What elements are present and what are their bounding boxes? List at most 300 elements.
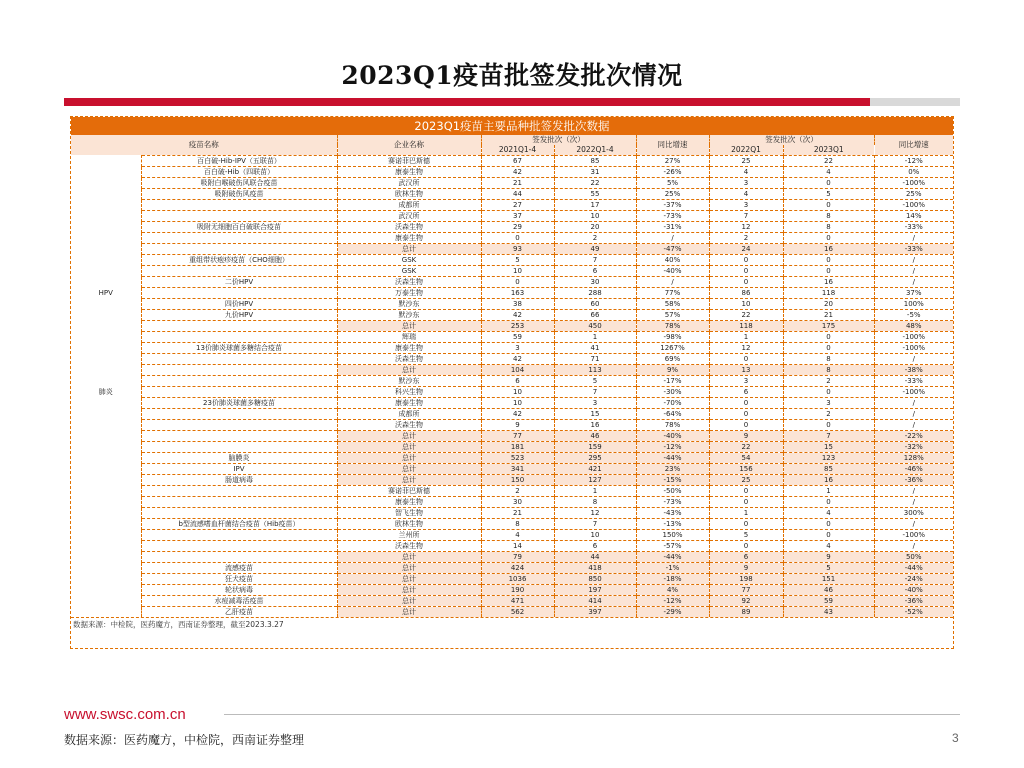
row-yoy-annual: -40% xyxy=(636,266,709,277)
row-value-2023q1: 0 xyxy=(783,178,874,189)
table-row xyxy=(71,420,953,431)
row-yoy-annual: 69% xyxy=(636,354,709,365)
table-row xyxy=(71,167,953,178)
table-row xyxy=(71,541,953,552)
row-vaccine-name xyxy=(141,266,337,277)
row-value-2022: 10 xyxy=(554,530,636,541)
header-yoy-2: 同比增速 xyxy=(874,135,953,156)
row-value-2022: 6 xyxy=(554,266,636,277)
row-category xyxy=(71,211,141,222)
row-yoy-annual: -43% xyxy=(636,508,709,519)
row-value-2021: 3 xyxy=(481,343,554,354)
row-category xyxy=(71,574,141,585)
table-row xyxy=(71,321,953,332)
row-enterprise: 总计 xyxy=(337,464,481,475)
row-value-2022: 66 xyxy=(554,310,636,321)
row-value-2022q1: 92 xyxy=(709,596,783,607)
row-value-2023q1: 0 xyxy=(783,200,874,211)
row-vaccine-name: 23价肺炎球菌多糖疫苗 xyxy=(141,398,337,409)
row-category xyxy=(71,486,141,497)
row-value-2022q1: 3 xyxy=(709,200,783,211)
row-value-2023q1: 2 xyxy=(783,376,874,387)
row-vaccine-name: 九价HPV xyxy=(141,310,337,321)
row-value-2023q1: 8 xyxy=(783,365,874,376)
row-value-2022: 85 xyxy=(554,156,636,167)
table-row xyxy=(71,552,953,563)
row-value-2022: 16 xyxy=(554,420,636,431)
row-value-2022q1: 1 xyxy=(709,332,783,343)
row-value-2022: 450 xyxy=(554,321,636,332)
row-value-2022: 20 xyxy=(554,222,636,233)
row-category xyxy=(71,453,141,464)
table-source-note: 数据来源：中检院，医药魔方，西南证券整理，截至2023.3.27 xyxy=(71,617,953,632)
row-value-2023q1: 123 xyxy=(783,453,874,464)
row-category xyxy=(71,519,141,530)
row-value-2023q1: 151 xyxy=(783,574,874,585)
row-enterprise: 总计 xyxy=(337,563,481,574)
row-value-2022q1: 25 xyxy=(709,475,783,486)
row-yoy-annual: -17% xyxy=(636,376,709,387)
row-vaccine-name: 肠道病毒 xyxy=(141,475,337,486)
row-yoy-annual: / xyxy=(636,277,709,288)
row-value-2023q1: 59 xyxy=(783,596,874,607)
row-vaccine-name: 水痘减毒活疫苗 xyxy=(141,596,337,607)
row-yoy-annual: 57% xyxy=(636,310,709,321)
row-yoy-annual: -37% xyxy=(636,200,709,211)
row-vaccine-name xyxy=(141,420,337,431)
row-yoy-annual: -1% xyxy=(636,563,709,574)
row-vaccine-name: 百白破-Hib（四联苗） xyxy=(141,167,337,178)
row-category xyxy=(71,343,141,354)
row-yoy-q1: / xyxy=(874,398,953,409)
row-value-2022: 397 xyxy=(554,607,636,618)
row-enterprise: 康泰生物 xyxy=(337,233,481,244)
table-row xyxy=(71,585,953,596)
row-value-2022q1: 0 xyxy=(709,541,783,552)
row-vaccine-name: 脑膜炎 xyxy=(141,453,337,464)
table-row xyxy=(71,244,953,255)
row-yoy-q1: 50% xyxy=(874,552,953,563)
row-value-2021: 59 xyxy=(481,332,554,343)
row-vaccine-name: 流感疫苗 xyxy=(141,563,337,574)
row-vaccine-name: IPV xyxy=(141,464,337,475)
table-row xyxy=(71,365,953,376)
row-category xyxy=(71,431,141,442)
row-value-2022q1: 156 xyxy=(709,464,783,475)
row-enterprise: 总计 xyxy=(337,475,481,486)
row-yoy-q1: -22% xyxy=(874,431,953,442)
row-enterprise: 总计 xyxy=(337,453,481,464)
row-value-2022q1: 7 xyxy=(709,211,783,222)
row-value-2023q1: 16 xyxy=(783,475,874,486)
row-yoy-q1: 25% xyxy=(874,189,953,200)
row-vaccine-name xyxy=(141,508,337,519)
row-enterprise: 成都所 xyxy=(337,409,481,420)
row-value-2022q1: 22 xyxy=(709,442,783,453)
row-value-2022: 288 xyxy=(554,288,636,299)
row-value-2021: 150 xyxy=(481,475,554,486)
row-value-2022q1: 13 xyxy=(709,365,783,376)
row-yoy-q1: -12% xyxy=(874,156,953,167)
row-enterprise: 康泰生物 xyxy=(337,343,481,354)
row-value-2022: 113 xyxy=(554,365,636,376)
row-enterprise: 万泰生物 xyxy=(337,288,481,299)
row-value-2022q1: 2 xyxy=(709,233,783,244)
row-value-2022: 30 xyxy=(554,277,636,288)
row-enterprise: 欧林生物 xyxy=(337,519,481,530)
row-enterprise: 总计 xyxy=(337,244,481,255)
row-yoy-q1: -100% xyxy=(874,332,953,343)
table-row xyxy=(71,563,953,574)
table-row xyxy=(71,398,953,409)
row-value-2023q1: 4 xyxy=(783,541,874,552)
row-yoy-annual: -57% xyxy=(636,541,709,552)
row-yoy-q1: -100% xyxy=(874,200,953,211)
row-value-2021: 5 xyxy=(481,255,554,266)
row-value-2021: 21 xyxy=(481,178,554,189)
row-vaccine-name xyxy=(141,541,337,552)
row-category xyxy=(71,541,141,552)
row-value-2022: 15 xyxy=(554,409,636,420)
row-value-2022: 7 xyxy=(554,519,636,530)
row-value-2023q1: 4 xyxy=(783,508,874,519)
website-url[interactable]: www.swsc.com.cn xyxy=(64,706,186,723)
row-yoy-annual: 9% xyxy=(636,365,709,376)
row-enterprise: 总计 xyxy=(337,442,481,453)
row-value-2022q1: 6 xyxy=(709,387,783,398)
row-value-2023q1: 0 xyxy=(783,266,874,277)
row-yoy-annual: -15% xyxy=(636,475,709,486)
table-row xyxy=(71,255,953,266)
row-value-2023q1: 85 xyxy=(783,464,874,475)
row-value-2022: 22 xyxy=(554,178,636,189)
row-enterprise: 总计 xyxy=(337,574,481,585)
row-value-2021: 10 xyxy=(481,387,554,398)
row-yoy-q1: -44% xyxy=(874,563,953,574)
row-enterprise: 默沙东 xyxy=(337,376,481,387)
row-value-2021: 42 xyxy=(481,167,554,178)
row-value-2023q1: 8 xyxy=(783,222,874,233)
row-value-2022: 418 xyxy=(554,563,636,574)
row-value-2022q1: 12 xyxy=(709,343,783,354)
row-value-2021: 523 xyxy=(481,453,554,464)
row-value-2022q1: 10 xyxy=(709,299,783,310)
row-yoy-annual: 5% xyxy=(636,178,709,189)
row-value-2022q1: 86 xyxy=(709,288,783,299)
row-yoy-q1: -32% xyxy=(874,442,953,453)
row-value-2021: 190 xyxy=(481,585,554,596)
row-yoy-annual: 150% xyxy=(636,530,709,541)
row-value-2023q1: 21 xyxy=(783,310,874,321)
row-enterprise: 康泰生物 xyxy=(337,497,481,508)
row-category xyxy=(71,475,141,486)
table-row xyxy=(71,343,953,354)
row-enterprise: 兰州所 xyxy=(337,530,481,541)
row-yoy-q1: / xyxy=(874,420,953,431)
row-value-2021: 0 xyxy=(481,277,554,288)
row-value-2022: 8 xyxy=(554,497,636,508)
row-vaccine-name: 四价HPV xyxy=(141,299,337,310)
row-value-2021: 29 xyxy=(481,222,554,233)
row-category xyxy=(71,332,141,343)
table-row xyxy=(71,607,953,618)
row-value-2021: 4 xyxy=(481,530,554,541)
row-yoy-q1: 37% xyxy=(874,288,953,299)
row-value-2022q1: 9 xyxy=(709,431,783,442)
row-value-2021: 2 xyxy=(481,486,554,497)
row-value-2021: 163 xyxy=(481,288,554,299)
row-vaccine-name: 狂犬疫苗 xyxy=(141,574,337,585)
table-row xyxy=(71,409,953,420)
table-row xyxy=(71,387,953,398)
table-row xyxy=(71,178,953,189)
table-row xyxy=(71,596,953,607)
row-vaccine-name: 重组带状疱疹疫苗（CHO细胞） xyxy=(141,255,337,266)
row-value-2022: 127 xyxy=(554,475,636,486)
row-yoy-q1: 100% xyxy=(874,299,953,310)
row-vaccine-name: 二价HPV xyxy=(141,277,337,288)
row-yoy-q1: / xyxy=(874,409,953,420)
row-value-2023q1: 15 xyxy=(783,442,874,453)
row-vaccine-name xyxy=(141,431,337,442)
row-yoy-q1: 300% xyxy=(874,508,953,519)
row-vaccine-name: 13价肺炎球菌多糖结合疫苗 xyxy=(141,343,337,354)
row-yoy-q1: -33% xyxy=(874,376,953,387)
row-category xyxy=(71,563,141,574)
row-value-2023q1: 0 xyxy=(783,255,874,266)
table-row xyxy=(71,354,953,365)
row-value-2022q1: 118 xyxy=(709,321,783,332)
row-yoy-annual: -44% xyxy=(636,453,709,464)
row-value-2023q1: 3 xyxy=(783,398,874,409)
row-category xyxy=(71,585,141,596)
row-value-2022: 12 xyxy=(554,508,636,519)
row-yoy-annual: 58% xyxy=(636,299,709,310)
row-value-2021: 0 xyxy=(481,233,554,244)
row-value-2022: 7 xyxy=(554,255,636,266)
row-category xyxy=(71,244,141,255)
row-category xyxy=(71,354,141,365)
row-vaccine-name xyxy=(141,409,337,420)
row-enterprise: 辉瑞 xyxy=(337,332,481,343)
row-value-2022q1: 12 xyxy=(709,222,783,233)
table-row xyxy=(71,519,953,530)
row-category xyxy=(71,497,141,508)
row-vaccine-name xyxy=(141,552,337,563)
row-category xyxy=(71,222,141,233)
table-row xyxy=(71,189,953,200)
row-value-2022q1: 0 xyxy=(709,266,783,277)
table-row xyxy=(71,277,953,288)
row-category xyxy=(71,409,141,420)
row-value-2022: 31 xyxy=(554,167,636,178)
row-category xyxy=(71,178,141,189)
row-enterprise: 总计 xyxy=(337,552,481,563)
row-category xyxy=(71,200,141,211)
row-enterprise: 武汉所 xyxy=(337,211,481,222)
row-yoy-q1: -100% xyxy=(874,178,953,189)
row-value-2023q1: 8 xyxy=(783,354,874,365)
header-vaccine: 疫苗名称 xyxy=(71,135,337,156)
row-yoy-annual: -12% xyxy=(636,442,709,453)
row-yoy-q1: / xyxy=(874,486,953,497)
header-enterprise: 企业名称 xyxy=(337,135,481,156)
vaccine-batch-table xyxy=(70,116,954,649)
row-value-2022: 41 xyxy=(554,343,636,354)
row-vaccine-name xyxy=(141,354,337,365)
row-vaccine-name: 轮状病毒 xyxy=(141,585,337,596)
row-yoy-annual: -50% xyxy=(636,486,709,497)
row-enterprise: 赛诺菲巴斯德 xyxy=(337,156,481,167)
row-value-2022q1: 54 xyxy=(709,453,783,464)
row-vaccine-name xyxy=(141,442,337,453)
row-enterprise: 总计 xyxy=(337,365,481,376)
table-row xyxy=(71,453,953,464)
row-yoy-annual: -40% xyxy=(636,431,709,442)
row-value-2023q1: 0 xyxy=(783,420,874,431)
row-yoy-annual: -98% xyxy=(636,332,709,343)
row-category xyxy=(71,552,141,563)
row-yoy-q1: -100% xyxy=(874,387,953,398)
row-category xyxy=(71,266,141,277)
table-row xyxy=(71,376,953,387)
row-value-2023q1: 0 xyxy=(783,387,874,398)
table-row xyxy=(71,464,953,475)
row-value-2021: 6 xyxy=(481,376,554,387)
row-yoy-annual: 78% xyxy=(636,321,709,332)
row-value-2021: 42 xyxy=(481,310,554,321)
row-enterprise: 康泰生物 xyxy=(337,398,481,409)
row-value-2022: 71 xyxy=(554,354,636,365)
row-value-2022q1: 0 xyxy=(709,486,783,497)
row-category xyxy=(71,376,141,387)
row-value-2021: 562 xyxy=(481,607,554,618)
data-table xyxy=(71,135,953,617)
row-value-2022q1: 4 xyxy=(709,167,783,178)
row-value-2021: 8 xyxy=(481,519,554,530)
row-yoy-q1: -24% xyxy=(874,574,953,585)
row-value-2022q1: 0 xyxy=(709,398,783,409)
row-value-2021: 44 xyxy=(481,189,554,200)
row-yoy-annual: -70% xyxy=(636,398,709,409)
row-enterprise: GSK xyxy=(337,255,481,266)
table-row xyxy=(71,288,953,299)
row-yoy-annual: 1267% xyxy=(636,343,709,354)
row-vaccine-name xyxy=(141,365,337,376)
row-value-2021: 424 xyxy=(481,563,554,574)
row-value-2023q1: 175 xyxy=(783,321,874,332)
row-enterprise: 沃森生物 xyxy=(337,420,481,431)
row-value-2022q1: 0 xyxy=(709,354,783,365)
row-value-2021: 10 xyxy=(481,398,554,409)
row-category xyxy=(71,277,141,288)
row-category xyxy=(71,233,141,244)
row-yoy-annual: -18% xyxy=(636,574,709,585)
row-enterprise: 沃森生物 xyxy=(337,541,481,552)
row-enterprise: 康泰生物 xyxy=(337,167,481,178)
row-value-2021: 77 xyxy=(481,431,554,442)
row-yoy-annual: -47% xyxy=(636,244,709,255)
row-enterprise: 总计 xyxy=(337,585,481,596)
row-value-2022q1: 25 xyxy=(709,156,783,167)
row-vaccine-name xyxy=(141,530,337,541)
row-yoy-annual: -30% xyxy=(636,387,709,398)
row-category xyxy=(71,530,141,541)
row-value-2022q1: 3 xyxy=(709,376,783,387)
row-value-2021: 181 xyxy=(481,442,554,453)
row-enterprise: 总计 xyxy=(337,596,481,607)
row-value-2021: 14 xyxy=(481,541,554,552)
row-value-2022: 1 xyxy=(554,486,636,497)
title-underline-bar xyxy=(64,98,960,106)
row-yoy-q1: / xyxy=(874,266,953,277)
row-category xyxy=(71,255,141,266)
row-yoy-q1: -100% xyxy=(874,530,953,541)
row-value-2022q1: 89 xyxy=(709,607,783,618)
row-yoy-annual: -31% xyxy=(636,222,709,233)
row-enterprise: 默沙东 xyxy=(337,310,481,321)
table-row xyxy=(71,530,953,541)
row-value-2022: 421 xyxy=(554,464,636,475)
table-row xyxy=(71,310,953,321)
row-value-2022: 850 xyxy=(554,574,636,585)
row-yoy-q1: / xyxy=(874,519,953,530)
row-value-2023q1: 0 xyxy=(783,332,874,343)
row-value-2022: 159 xyxy=(554,442,636,453)
row-value-2021: 104 xyxy=(481,365,554,376)
row-value-2022: 6 xyxy=(554,541,636,552)
title-underline-accent xyxy=(870,98,960,106)
page-number: 3 xyxy=(952,731,959,745)
row-yoy-q1: -100% xyxy=(874,343,953,354)
row-yoy-q1: / xyxy=(874,277,953,288)
row-enterprise: 武汉所 xyxy=(337,178,481,189)
row-value-2021: 9 xyxy=(481,420,554,431)
row-value-2022q1: 0 xyxy=(709,420,783,431)
table-title: 2023Q1疫苗主要品种批签发批次数据 xyxy=(71,117,953,135)
row-value-2022q1: 5 xyxy=(709,530,783,541)
row-value-2023q1: 1 xyxy=(783,486,874,497)
row-enterprise: 总计 xyxy=(337,431,481,442)
row-value-2021: 30 xyxy=(481,497,554,508)
row-value-2022q1: 0 xyxy=(709,277,783,288)
row-yoy-annual: 77% xyxy=(636,288,709,299)
row-enterprise: 智飞生物 xyxy=(337,508,481,519)
row-value-2022q1: 22 xyxy=(709,310,783,321)
row-value-2022: 197 xyxy=(554,585,636,596)
row-category xyxy=(71,310,141,321)
row-enterprise: 赛诺菲巴斯德 xyxy=(337,486,481,497)
header-col-2022q1: 2022Q1 xyxy=(709,145,783,156)
row-value-2022: 10 xyxy=(554,211,636,222)
row-enterprise: 默沙东 xyxy=(337,299,481,310)
row-yoy-q1: 0% xyxy=(874,167,953,178)
row-value-2022q1: 4 xyxy=(709,189,783,200)
row-value-2023q1: 16 xyxy=(783,244,874,255)
row-value-2022: 3 xyxy=(554,398,636,409)
row-category: 肺炎 xyxy=(71,387,141,398)
row-value-2022: 5 xyxy=(554,376,636,387)
table-row xyxy=(71,332,953,343)
header-row-1 xyxy=(71,135,953,145)
table-row xyxy=(71,222,953,233)
row-yoy-annual: -73% xyxy=(636,497,709,508)
row-value-2022q1: 1 xyxy=(709,508,783,519)
row-yoy-q1: -38% xyxy=(874,365,953,376)
row-enterprise: 沃森生物 xyxy=(337,277,481,288)
row-enterprise: 成都所 xyxy=(337,200,481,211)
row-value-2022: 46 xyxy=(554,431,636,442)
